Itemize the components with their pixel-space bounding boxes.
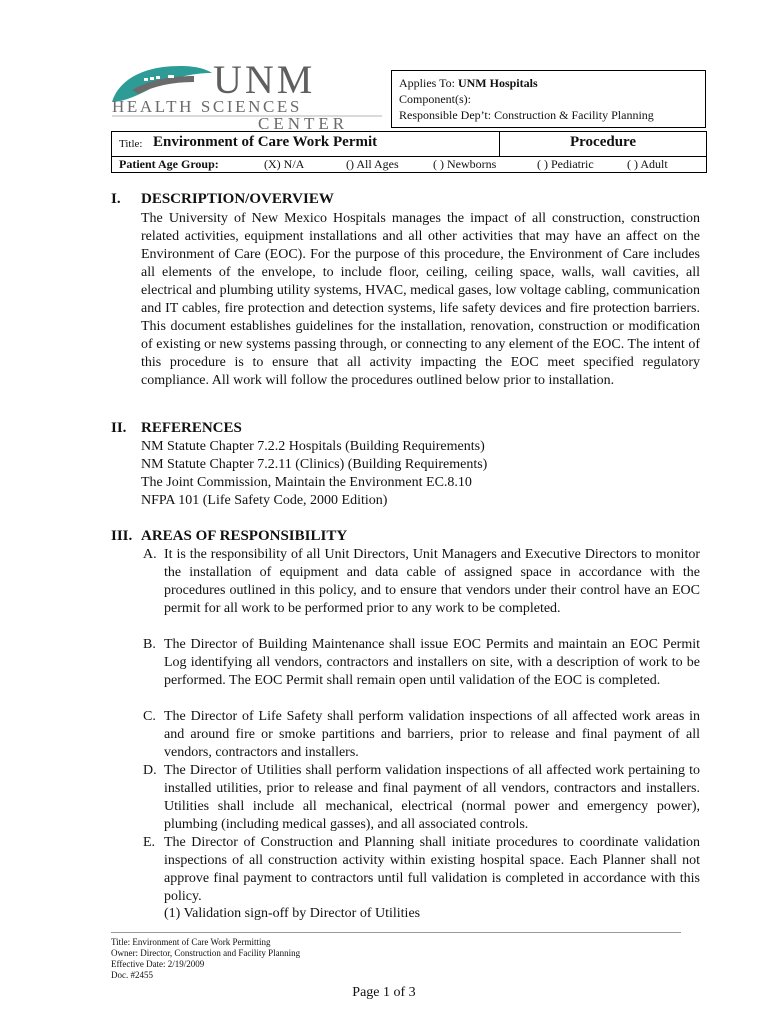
logo-line3: CENTER <box>258 114 349 132</box>
title-label: Title: <box>119 138 143 150</box>
item-b-letter: B. <box>143 637 156 652</box>
applies-to-box <box>391 70 706 128</box>
item-b-text: The Director of Building Maintenance shall issue EOC Permits and maintain an EOC Permit Log identifying all vendors, contractors and installers on site, with a description of work to be performed. The EOC Permit shall remain open until validation of the EOC is completed. <box>164 637 700 688</box>
logo-graphic <box>110 60 388 132</box>
footer-owner: Owner: Director, Construction and Facility Planning <box>111 948 301 958</box>
section-2-number: II. <box>111 420 127 436</box>
item-e-letter: E. <box>143 835 156 850</box>
title-cell <box>112 132 500 156</box>
document-title: Environment of Care Work Permit <box>153 134 378 150</box>
age-option-pediatric: ( ) Pediatric <box>537 157 594 171</box>
logo-line2: HEALTH SCIENCES <box>112 97 302 116</box>
age-option-adult: ( ) Adult <box>627 157 668 171</box>
section-1-number: I. <box>111 191 121 207</box>
logo-line1: UNM <box>213 60 316 102</box>
title-row <box>112 132 706 157</box>
item-c-letter: C. <box>143 709 156 724</box>
component-label: Component(s): <box>399 92 471 106</box>
applies-value: UNM Hospitals <box>457 76 538 90</box>
item-a-letter: A. <box>143 547 157 562</box>
applies-label: Applies To: <box>399 76 455 90</box>
item-d-text: The Director of Utilities shall perform validation inspections of all affected work pertaining to installed utilities, prior to release and final payment of all vendors, contractors and installers. Utilities shall include all mechanical, electrical (normal power and emergency power), plumbing (including medical gasses), and all associated controls. <box>164 763 700 832</box>
footer-divider <box>111 932 681 933</box>
section-1-paragraph: The University of New Mexico Hospitals manages the impact of all construction, construction related activities, equipment installations and all other activities that may have an affect on the Environment of Care (EOC). For the purpose of this procedure, the Environment of Care includes all elements of the envelope, to include floor, ceiling, ceiling space, walls, wall cavities, all electrical and plumbing utility systems, HVAC, medical gases, low voltage cabling, communication and IT cables, fire protection and detection systems, life safety devices and fire protection barriers. This document establishes guidelines for the installation, renovation, construction or modification of existing or new systems passing through, or connecting to any element of the EOC. The intent of this procedure is to ensure that all activity impacting the EOC meet specified regulatory compliance. All work will follow the procedures outlined below prior to installation. <box>141 211 700 388</box>
title-table <box>111 131 707 173</box>
procedure-label: Procedure <box>570 134 637 150</box>
reference-line: NFPA 101 (Life Safety Code, 2000 Edition) <box>141 493 388 508</box>
item-e-text: The Director of Construction and Planning shall initiate procedures to coordinate validation inspections of all construction activity within existing hospital space. Each Planner shall not approve final payment to contractors until full validation is completed in accordance with this policy. <box>164 835 700 904</box>
reference-line: NM Statute Chapter 7.2.11 (Clinics) (Building Requirements) <box>141 457 488 472</box>
section-3-heading: AREAS OF RESPONSIBILITY <box>141 528 348 544</box>
section-1-heading: DESCRIPTION/OVERVIEW <box>141 191 334 207</box>
unm-hsc-logo <box>110 60 388 132</box>
item-c-text: The Director of Life Safety shall perform validation inspections of all affected work areas in and around fire or smoke partitions and barriers, prior to release and final payment of all vendors, contractors and installers. <box>164 709 700 760</box>
age-group-label: Patient Age Group: <box>119 157 219 171</box>
footer <box>111 937 300 981</box>
subitem-1: (1) Validation sign-off by Director of Utilities <box>164 906 421 921</box>
section-2-heading: REFERENCES <box>141 420 242 436</box>
responsible-value: Construction & Facility Planning <box>494 108 654 122</box>
section-3-number: III. <box>111 528 133 544</box>
item-d-letter: D. <box>143 763 157 778</box>
footer-doc-number: Doc. #2455 <box>111 970 153 980</box>
age-option-newborns: ( ) Newborns <box>433 157 497 171</box>
age-option-na: (X) N/A <box>264 157 305 171</box>
reference-line: NM Statute Chapter 7.2.2 Hospitals (Building Requirements) <box>141 439 485 454</box>
responsible-label: Responsible Dep’t: <box>399 108 492 122</box>
age-option-all-ages: () All Ages <box>346 157 399 171</box>
reference-line: The Joint Commission, Maintain the Environment EC.8.10 <box>141 475 472 490</box>
age-group-row <box>112 156 706 173</box>
footer-effective-date: Effective Date: 2/19/2009 <box>111 959 205 969</box>
page-number: Page 1 of 3 <box>352 985 416 1000</box>
item-a-text: It is the responsibility of all Unit Directors, Unit Managers and Executive Directors to monitor the installation of equipment and data cable of assigned space in accordance with the procedures outlined in this policy, and to ensure that vendors under their control have an EOC permit for all work to be performed prior to any work to be completed. <box>164 547 700 616</box>
footer-title: Title: Environment of Care Work Permitting <box>111 937 271 947</box>
